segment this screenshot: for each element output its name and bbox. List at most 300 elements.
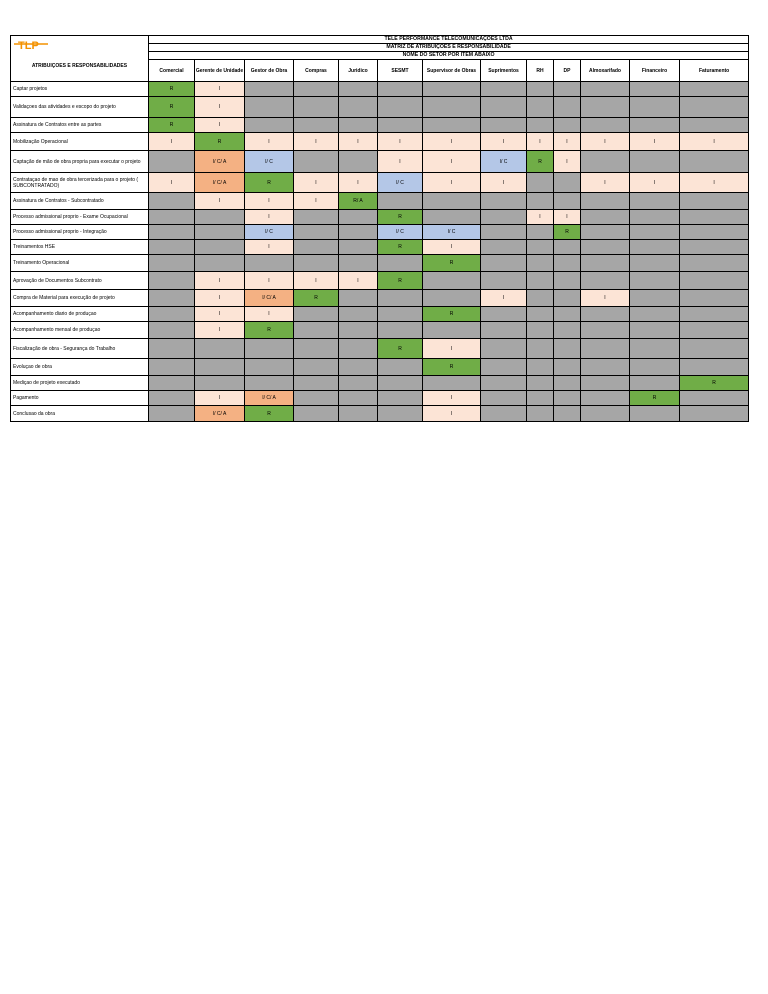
table-row — [11, 193, 749, 210]
matrix-cell: I — [195, 307, 245, 322]
matrix-cell — [378, 391, 423, 406]
row-label: Pagamento — [11, 391, 149, 406]
matrix-cell: I — [423, 240, 481, 255]
matrix-cell — [245, 255, 294, 272]
row-label: Assinatura de Contratos entre as partes — [11, 118, 149, 133]
matrix-cell: R — [423, 255, 481, 272]
row-label: Conclusao da obra — [11, 406, 149, 422]
matrix-cell — [554, 376, 581, 391]
matrix-cell: I/ C/ A — [195, 173, 245, 193]
matrix-cell — [527, 322, 554, 339]
matrix-cell — [527, 225, 554, 240]
matrix-cell: I/ C/ A — [195, 151, 245, 173]
matrix-cell — [581, 376, 630, 391]
matrix-cell — [554, 118, 581, 133]
matrix-cell: I — [195, 193, 245, 210]
matrix-cell: I — [423, 339, 481, 359]
matrix-cell — [481, 97, 527, 118]
matrix-cell — [423, 376, 481, 391]
matrix-cell — [680, 225, 749, 240]
matrix-cell — [481, 322, 527, 339]
matrix-cell — [339, 82, 378, 97]
matrix-cell — [339, 359, 378, 376]
table-row — [11, 173, 749, 193]
matrix-cell — [680, 272, 749, 290]
row-label: Acompanhamento mensal de produçao — [11, 322, 149, 339]
matrix-cell — [481, 255, 527, 272]
matrix-cell — [680, 97, 749, 118]
activities-heading: ATRIBUIÇOES E RESPONSABILIDADES — [31, 62, 128, 69]
matrix-cell — [554, 255, 581, 272]
matrix-cell — [630, 210, 680, 225]
matrix-cell: I — [481, 133, 527, 151]
matrix-cell — [378, 359, 423, 376]
column-header: Supervisor de Obras — [423, 60, 481, 82]
matrix-table — [10, 35, 749, 422]
table-row — [11, 133, 749, 151]
matrix-cell — [149, 307, 195, 322]
matrix-cell — [245, 376, 294, 391]
matrix-cell — [527, 97, 554, 118]
row-label: Contrataçao de mao de obra tercerizada para o projeto ( SUBCONTRATADO) — [11, 173, 149, 193]
matrix-cell — [554, 97, 581, 118]
matrix-cell — [378, 97, 423, 118]
row-label: Mobilização Operacional — [11, 133, 149, 151]
matrix-cell — [630, 272, 680, 290]
matrix-cell — [245, 339, 294, 359]
matrix-cell — [195, 359, 245, 376]
matrix-cell: R — [195, 133, 245, 151]
matrix-cell — [630, 97, 680, 118]
matrix-cell — [554, 173, 581, 193]
matrix-cell — [423, 290, 481, 307]
matrix-cell: R — [378, 272, 423, 290]
matrix-cell — [527, 240, 554, 255]
matrix-cell — [581, 118, 630, 133]
matrix-cell: I — [527, 210, 554, 225]
matrix-cell — [149, 255, 195, 272]
matrix-cell — [481, 391, 527, 406]
matrix-cell — [581, 359, 630, 376]
matrix-cell — [581, 255, 630, 272]
column-header: Juridico — [339, 60, 378, 82]
matrix-cell — [527, 173, 554, 193]
matrix-cell — [581, 193, 630, 210]
matrix-cell: I — [423, 133, 481, 151]
table-row — [11, 97, 749, 118]
matrix-cell: R/ A — [339, 193, 378, 210]
matrix-cell — [481, 240, 527, 255]
matrix-cell — [630, 339, 680, 359]
matrix-cell — [378, 322, 423, 339]
matrix-cell — [195, 255, 245, 272]
table-row — [11, 210, 749, 225]
matrix-cell — [149, 359, 195, 376]
matrix-cell: I — [149, 133, 195, 151]
matrix-cell: I/ C — [423, 225, 481, 240]
matrix-cell — [554, 272, 581, 290]
matrix-cell: R — [149, 118, 195, 133]
matrix-cell: R — [423, 307, 481, 322]
matrix-cell — [294, 391, 339, 406]
matrix-cell — [294, 376, 339, 391]
matrix-cell: R — [245, 406, 294, 422]
matrix-cell: R — [294, 290, 339, 307]
matrix-cell — [294, 225, 339, 240]
matrix-cell — [680, 118, 749, 133]
matrix-cell — [339, 240, 378, 255]
matrix-cell — [554, 240, 581, 255]
matrix-cell — [581, 406, 630, 422]
matrix-cell — [481, 272, 527, 290]
matrix-cell: I — [339, 133, 378, 151]
matrix-cell — [527, 376, 554, 391]
company-title: TELE PERFORMANCE TELECOMUNICAÇOES LTDA — [149, 36, 749, 44]
matrix-cell — [339, 97, 378, 118]
matrix-cell — [680, 193, 749, 210]
matrix-cell — [149, 240, 195, 255]
matrix-cell — [294, 406, 339, 422]
row-label: Treinamentos HSE — [11, 240, 149, 255]
column-header: Almoxarifado — [581, 60, 630, 82]
matrix-cell — [423, 97, 481, 118]
matrix-cell: I — [481, 290, 527, 307]
logo-text: TLP — [18, 40, 39, 52]
matrix-cell: I — [378, 133, 423, 151]
matrix-cell — [680, 290, 749, 307]
matrix-cell — [245, 82, 294, 97]
matrix-cell: I — [195, 118, 245, 133]
matrix-cell — [195, 240, 245, 255]
row-label: Treinamento Operacional — [11, 255, 149, 272]
table-row — [11, 376, 749, 391]
matrix-cell — [581, 307, 630, 322]
matrix-cell — [554, 82, 581, 97]
column-header: Financeiro — [630, 60, 680, 82]
matrix-cell — [294, 118, 339, 133]
matrix-cell — [554, 391, 581, 406]
matrix-cell — [527, 290, 554, 307]
matrix-cell — [378, 118, 423, 133]
column-header: Compras — [294, 60, 339, 82]
matrix-cell — [581, 339, 630, 359]
matrix-cell — [294, 210, 339, 225]
matrix-cell — [481, 225, 527, 240]
matrix-cell — [339, 225, 378, 240]
matrix-cell — [630, 307, 680, 322]
matrix-cell — [527, 82, 554, 97]
matrix-cell — [149, 376, 195, 391]
matrix-cell — [581, 210, 630, 225]
matrix-cell — [339, 391, 378, 406]
row-label: Captar projetos — [11, 82, 149, 97]
matrix-cell — [581, 322, 630, 339]
matrix-cell — [149, 290, 195, 307]
matrix-cell — [527, 406, 554, 422]
matrix-cell — [339, 118, 378, 133]
matrix-cell — [630, 193, 680, 210]
matrix-cell — [378, 307, 423, 322]
matrix-cell — [195, 339, 245, 359]
matrix-cell — [680, 406, 749, 422]
matrix-cell — [680, 322, 749, 339]
matrix-cell: I/ C — [245, 151, 294, 173]
matrix-cell — [581, 151, 630, 173]
matrix-cell — [554, 307, 581, 322]
matrix-cell — [527, 307, 554, 322]
table-row — [11, 339, 749, 359]
matrix-cell — [378, 255, 423, 272]
table-row — [11, 359, 749, 376]
matrix-cell: I — [680, 133, 749, 151]
matrix-cell: I — [294, 272, 339, 290]
matrix-cell: R — [149, 82, 195, 97]
matrix-cell — [339, 151, 378, 173]
row-label: Fiscalização de obra - Segurança do Trabalho — [11, 339, 149, 359]
table-row — [11, 307, 749, 322]
table-row — [11, 255, 749, 272]
table-row — [11, 322, 749, 339]
matrix-cell: I — [581, 290, 630, 307]
matrix-cell: I — [195, 322, 245, 339]
matrix-cell: I — [195, 82, 245, 97]
column-header: Gerente de Unidade — [195, 60, 245, 82]
matrix-cell: I — [581, 133, 630, 151]
matrix-cell — [527, 255, 554, 272]
matrix-cell — [630, 225, 680, 240]
matrix-cell — [527, 193, 554, 210]
matrix-cell — [554, 406, 581, 422]
matrix-cell — [554, 322, 581, 339]
matrix-cell — [339, 210, 378, 225]
matrix-cell — [245, 97, 294, 118]
row-label: Evoluçao de obra — [11, 359, 149, 376]
matrix-cell: I — [245, 307, 294, 322]
matrix-cell — [423, 118, 481, 133]
matrix-cell — [581, 82, 630, 97]
matrix-cell — [581, 225, 630, 240]
matrix-cell: R — [245, 173, 294, 193]
column-header: RH — [527, 60, 554, 82]
column-header: Gestor de Obra — [245, 60, 294, 82]
matrix-cell — [680, 255, 749, 272]
matrix-cell — [481, 376, 527, 391]
matrix-cell — [378, 376, 423, 391]
activities-heading-cell — [11, 36, 149, 82]
matrix-cell — [245, 118, 294, 133]
matrix-cell — [195, 225, 245, 240]
matrix-cell — [630, 118, 680, 133]
responsibility-matrix — [10, 35, 748, 422]
matrix-cell — [149, 406, 195, 422]
table-row — [11, 272, 749, 290]
matrix-cell — [149, 151, 195, 173]
matrix-cell — [294, 255, 339, 272]
row-label: Validaçoes das atividades e escopo do projeto — [11, 97, 149, 118]
matrix-cell — [630, 376, 680, 391]
matrix-cell — [149, 322, 195, 339]
matrix-cell — [481, 406, 527, 422]
matrix-cell — [149, 193, 195, 210]
matrix-cell — [481, 118, 527, 133]
matrix-cell: R — [378, 210, 423, 225]
matrix-cell: I — [378, 151, 423, 173]
matrix-cell — [339, 290, 378, 307]
matrix-cell — [630, 322, 680, 339]
matrix-cell — [423, 82, 481, 97]
table-row — [11, 240, 749, 255]
matrix-cell: R — [630, 391, 680, 406]
column-header: Faturamento — [680, 60, 749, 82]
matrix-cell — [195, 210, 245, 225]
row-label: Acompanhamento diario de produçao — [11, 307, 149, 322]
matrix-cell — [527, 359, 554, 376]
matrix-cell — [481, 339, 527, 359]
matrix-cell: R — [378, 339, 423, 359]
matrix-cell — [339, 339, 378, 359]
matrix-cell — [378, 193, 423, 210]
matrix-cell — [294, 240, 339, 255]
matrix-cell — [527, 391, 554, 406]
matrix-cell — [680, 82, 749, 97]
matrix-cell — [680, 210, 749, 225]
table-row — [11, 151, 749, 173]
matrix-cell: I — [680, 173, 749, 193]
matrix-cell: I — [195, 290, 245, 307]
matrix-cell: I — [554, 133, 581, 151]
matrix-cell — [195, 376, 245, 391]
matrix-cell: R — [554, 225, 581, 240]
matrix-cell — [581, 272, 630, 290]
row-label: Mediçao de projeto executado — [11, 376, 149, 391]
matrix-cell — [527, 118, 554, 133]
matrix-cell: I — [630, 173, 680, 193]
matrix-cell: I — [423, 173, 481, 193]
matrix-cell: I — [581, 173, 630, 193]
row-label: Assinatura de Contratos - Subcontratado — [11, 193, 149, 210]
matrix-cell — [294, 97, 339, 118]
table-row — [11, 225, 749, 240]
matrix-cell: I — [195, 272, 245, 290]
matrix-cell — [339, 376, 378, 391]
row-label: Processo admissional proprio - Integração — [11, 225, 149, 240]
matrix-cell: I/ C/ A — [195, 406, 245, 422]
matrix-cell — [680, 359, 749, 376]
matrix-cell — [378, 406, 423, 422]
matrix-subtitle: MATRIZ DE ATRIBUIÇOES E RESPONSABILIDADE — [149, 44, 749, 52]
matrix-cell — [378, 290, 423, 307]
matrix-cell — [581, 391, 630, 406]
matrix-cell — [630, 240, 680, 255]
matrix-cell — [339, 307, 378, 322]
matrix-cell: I/ C — [245, 225, 294, 240]
table-row — [11, 290, 749, 307]
matrix-cell — [680, 339, 749, 359]
table-row — [11, 118, 749, 133]
matrix-cell: I/ C — [378, 225, 423, 240]
row-label: Aprovação de Documentos Subcontrato — [11, 272, 149, 290]
matrix-cell — [149, 210, 195, 225]
matrix-cell — [294, 359, 339, 376]
matrix-cell — [527, 339, 554, 359]
matrix-cell — [630, 290, 680, 307]
matrix-cell: I — [245, 272, 294, 290]
matrix-cell: I — [423, 406, 481, 422]
matrix-cell: I — [245, 210, 294, 225]
matrix-cell — [581, 240, 630, 255]
matrix-cell: I — [527, 133, 554, 151]
matrix-cell — [294, 307, 339, 322]
column-header: DP — [554, 60, 581, 82]
matrix-cell — [554, 359, 581, 376]
matrix-cell: I — [339, 272, 378, 290]
matrix-cell — [630, 151, 680, 173]
table-row — [11, 82, 749, 97]
matrix-cell — [423, 193, 481, 210]
matrix-cell: I — [423, 151, 481, 173]
matrix-cell — [378, 82, 423, 97]
matrix-cell: I/ C/ A — [245, 290, 294, 307]
matrix-cell — [481, 307, 527, 322]
table-row — [11, 406, 749, 422]
table-row — [11, 391, 749, 406]
matrix-cell: I — [554, 210, 581, 225]
matrix-cell — [554, 339, 581, 359]
column-header: Suprimentos — [481, 60, 527, 82]
column-header: Comercial — [149, 60, 195, 82]
matrix-cell — [339, 255, 378, 272]
matrix-cell: I — [294, 193, 339, 210]
matrix-cell: R — [527, 151, 554, 173]
matrix-cell: I — [149, 173, 195, 193]
matrix-cell: I/ C — [378, 173, 423, 193]
matrix-cell — [630, 255, 680, 272]
matrix-cell: I — [245, 240, 294, 255]
matrix-cell — [680, 391, 749, 406]
matrix-cell — [481, 210, 527, 225]
matrix-cell — [294, 322, 339, 339]
matrix-cell: R — [680, 376, 749, 391]
matrix-cell — [481, 359, 527, 376]
matrix-cell: I — [245, 193, 294, 210]
matrix-cell — [245, 359, 294, 376]
matrix-cell: I — [294, 173, 339, 193]
matrix-cell — [339, 406, 378, 422]
matrix-cell — [423, 210, 481, 225]
matrix-cell: I/ C — [481, 151, 527, 173]
matrix-cell: I — [423, 391, 481, 406]
matrix-cell — [149, 225, 195, 240]
tlp-logo-graphic — [14, 37, 50, 53]
row-label: Captação de mão de obra propria para executar o projeto — [11, 151, 149, 173]
matrix-cell — [423, 272, 481, 290]
matrix-cell: R — [423, 359, 481, 376]
matrix-cell — [680, 307, 749, 322]
matrix-cell: I — [195, 97, 245, 118]
matrix-cell — [527, 272, 554, 290]
matrix-cell — [149, 339, 195, 359]
matrix-cell: I — [630, 133, 680, 151]
matrix-cell — [680, 151, 749, 173]
matrix-cell — [423, 322, 481, 339]
row-label: Processo admissional proprio - Exame Ocupacional — [11, 210, 149, 225]
matrix-cell — [554, 193, 581, 210]
matrix-cell: I — [245, 133, 294, 151]
matrix-cell: I — [294, 133, 339, 151]
matrix-cell — [481, 82, 527, 97]
matrix-cell — [294, 151, 339, 173]
matrix-cell — [481, 193, 527, 210]
